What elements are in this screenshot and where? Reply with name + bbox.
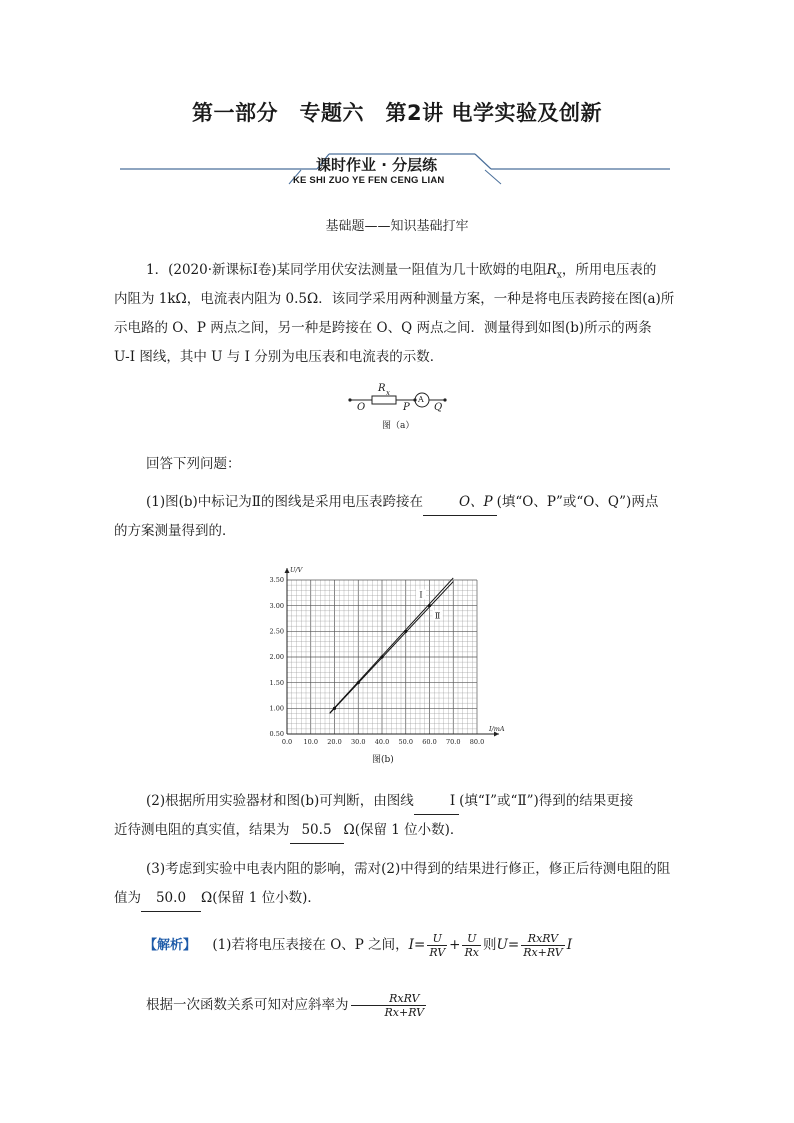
y-tick-label: 3.50: [269, 576, 284, 585]
node-p-dot: [413, 398, 416, 401]
eq-i: I: [408, 937, 415, 953]
q3-line1: (3)考虑到实验中电表内阻的影响，需对(2)中得到的结果进行修正，修正后待测电阻的阻: [146, 861, 671, 877]
series-label-ii: Ⅱ: [434, 611, 441, 621]
data-point: [357, 681, 360, 684]
q2-answer1: Ⅰ: [414, 789, 459, 815]
answer-prompt: 回答下列问题：: [146, 456, 241, 472]
intro-rx-sub: x: [556, 270, 562, 281]
q2-line1: [114, 789, 682, 815]
q1-line1: [114, 490, 682, 516]
ammeter-label: A: [418, 395, 424, 404]
chart-labels: [290, 566, 505, 733]
intro-line1: 1．(2020·新课标Ⅰ卷)某同学用伏安法测量一阻值为几十欧姆的电阻: [146, 262, 547, 278]
fraction-slope: [351, 992, 427, 1019]
node-o-dot: [348, 398, 351, 401]
solution-line1: [114, 930, 682, 961]
q1-answer: O、P: [423, 490, 497, 516]
node-q-label: Q: [434, 402, 443, 413]
fraction-u-over-rx: [462, 932, 481, 959]
ui-graph-chart: [255, 560, 545, 770]
figure-a-caption: 图（a）: [382, 421, 415, 431]
solution-tag: 【解析】: [144, 938, 197, 953]
q2-line2-after: Ω(保留 1 位小数)．: [343, 822, 464, 838]
resistor-label: R: [378, 383, 386, 394]
q1-line2: 的方案测量得到的．: [114, 523, 236, 539]
frac2-den: Rx: [464, 946, 479, 959]
frac1-den: RV: [429, 946, 446, 959]
intro-line2: 内阻为 1kΩ，电流表内阻为 0.5Ω．该同学采用两种测量方案，一种是将电压表跨接在图(a)所: [114, 291, 675, 307]
data-point: [333, 707, 336, 710]
data-point: [404, 630, 407, 633]
y-tick-label: 2.00: [269, 653, 284, 662]
plus-sign: +: [449, 937, 461, 953]
chart-axes: [285, 568, 500, 737]
solution-line2: [114, 990, 682, 1020]
y-axis-arrow: [285, 568, 290, 573]
x-tick-label: 70.0: [446, 738, 461, 746]
y-tick-label: 1.00: [269, 704, 284, 713]
q1-after: (填“O、P”或“O、Q”)两点: [496, 494, 659, 510]
q1-before: (1)图(b)中标记为Ⅱ的图线是采用电压表跨接在: [146, 494, 423, 510]
y-tick-label: 2.50: [269, 627, 284, 636]
x-tick-label: 50.0: [398, 738, 413, 746]
eq-sign: =: [414, 937, 426, 953]
q2-before: (2)根据所用实验器材和图(b)可判断，由图线: [146, 793, 414, 809]
page-title: 第一部分 专题六 第2讲 电学实验及创新: [192, 101, 602, 125]
fraction-parallel: [521, 932, 565, 959]
frac4-num: RxRV: [351, 992, 427, 1006]
q3-after: Ω(保留 1 位小数)．: [201, 890, 321, 906]
x-tick-label: 0.0: [281, 738, 293, 746]
intro-rx: R: [546, 262, 557, 278]
frac4-den: Rx+RV: [384, 1006, 425, 1019]
q2-after: (填“Ⅰ”或“Ⅱ”)得到的结果更接: [459, 793, 634, 809]
node-o-label: O: [357, 402, 366, 413]
intro-line4: U-I 图线，其中 U 与 I 分别为电压表和电流表的示数．: [114, 349, 444, 365]
node-p-label: P: [403, 402, 410, 413]
fraction-u-over-rv: [427, 932, 447, 959]
q3-answer: 50.0: [141, 886, 201, 912]
frac2-num: U: [462, 932, 481, 946]
x-tick-label: 10.0: [303, 738, 318, 746]
x-tick-label: 80.0: [469, 738, 485, 746]
x-axis-label: I/mA: [489, 725, 505, 733]
eq-u: U: [496, 937, 508, 953]
solution-text2: 根据一次函数关系可知对应斜率为: [146, 997, 349, 1013]
frac3-den: Rx+RV: [523, 946, 563, 959]
solution-text1: (1)若将电压表接在 O、P 之间，: [212, 937, 409, 953]
y-tick-label: 3.00: [269, 601, 284, 610]
intro-line1-end: ，所用电压表的: [561, 262, 657, 278]
frac1-num: U: [427, 932, 447, 946]
intro-line3: 示电路的 O、P 两点之间，另一种是跨接在 O、Q 两点之间．测量得到如图(b)所示的两条: [114, 320, 652, 336]
x-tick-label: 20.0: [327, 738, 342, 746]
x-tick-label: 60.0: [422, 738, 437, 746]
node-q-dot: [443, 398, 446, 401]
q3-before: 值为: [114, 890, 141, 906]
resistor-sub: x: [386, 389, 390, 397]
x-tick-label: 30.0: [351, 738, 366, 746]
y-tick-label: 0.50: [269, 730, 284, 739]
q3-line2: [114, 886, 682, 912]
frac3-num: RxRV: [521, 932, 565, 946]
eq-i-end: I: [566, 937, 573, 953]
eq-sign-2: =: [507, 937, 520, 953]
series-label-i: Ⅰ: [419, 590, 423, 600]
y-tick-label: 1.50: [269, 678, 284, 687]
q2-line2: [114, 818, 682, 844]
banner-pinyin: KE SHI ZUO YE FEN CENG LIAN: [293, 175, 445, 186]
question-intro: [114, 258, 682, 289]
x-tick-label: 40.0: [374, 738, 390, 746]
resistor-symbol: [372, 396, 396, 404]
then-word: 则: [482, 937, 497, 953]
banner-label: 课时作业 · 分层练: [316, 156, 438, 174]
data-point: [428, 604, 431, 607]
y-axis-label: U/V: [290, 566, 303, 574]
section-heading: 基础题——知识基础打牢: [325, 219, 469, 234]
data-point: [380, 655, 383, 658]
figure-b-caption: 图(b): [372, 755, 394, 765]
q2-line2-before: 近待测电阻的真实值，结果为: [114, 822, 290, 838]
q2-answer2: 50.5: [290, 818, 344, 844]
